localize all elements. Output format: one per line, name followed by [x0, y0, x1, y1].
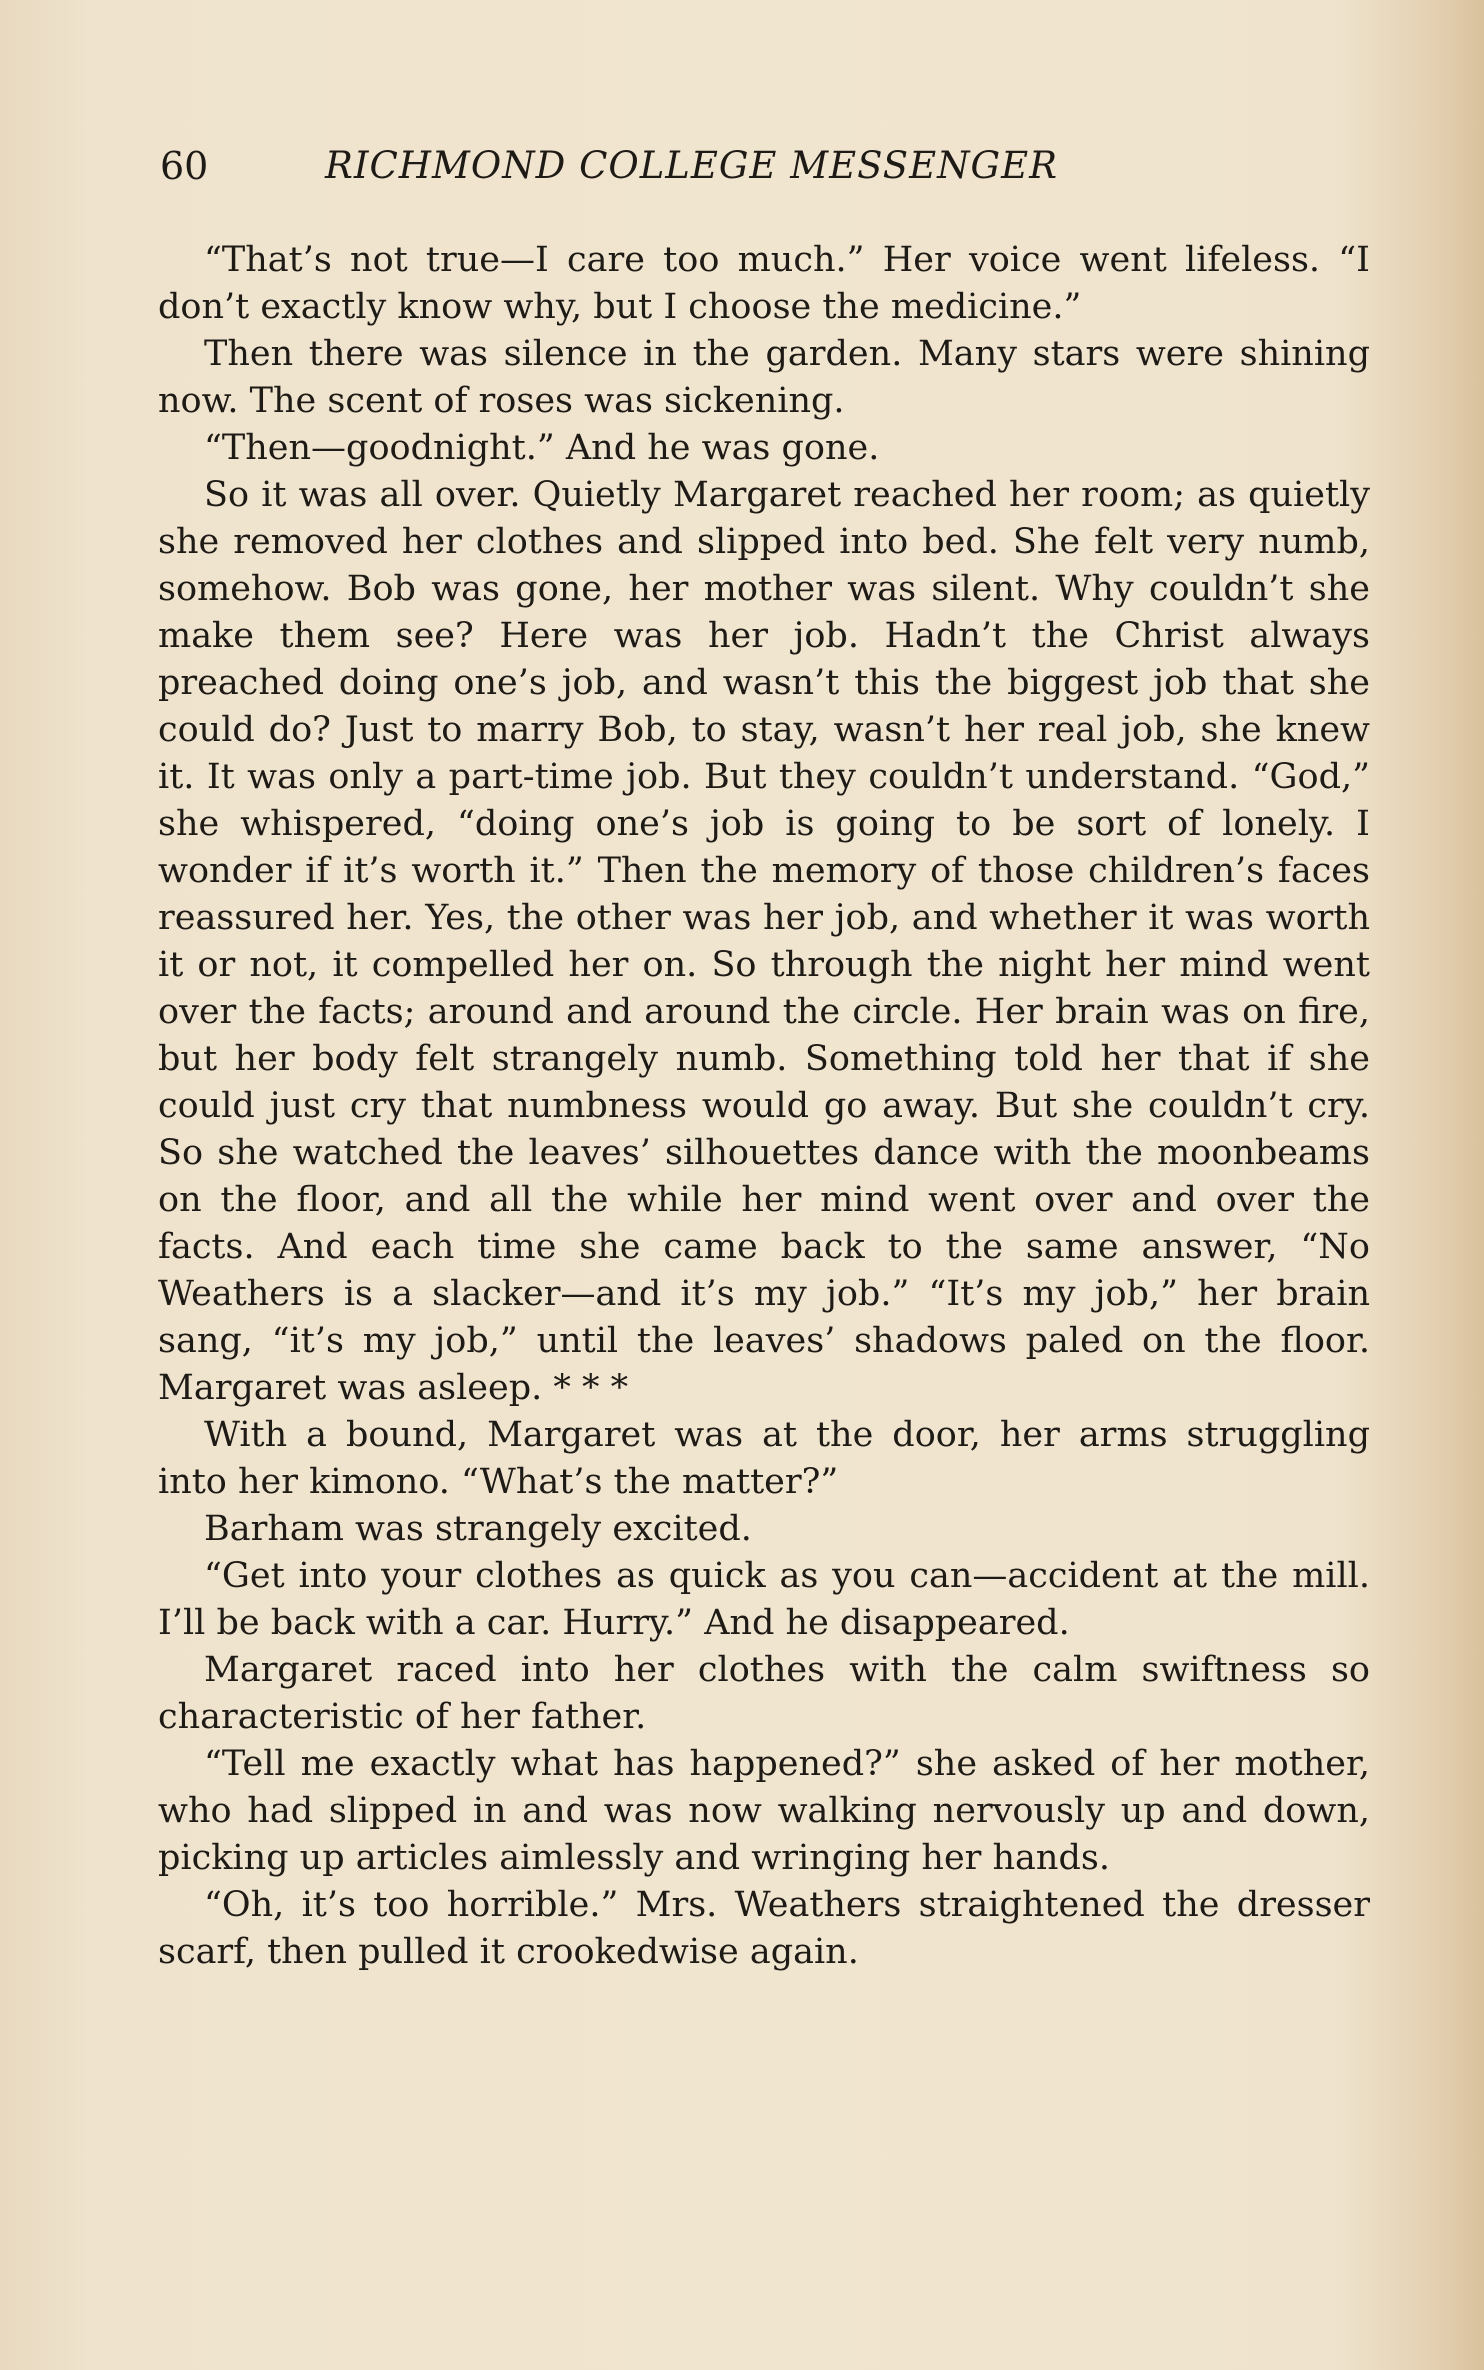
paragraph: Barham was strangely excited.	[204, 1509, 752, 1549]
paragraph: “Oh, it’s too horrible.” Mrs. Weathers straightened the dresser scarf, then pulled it crookedwise again.	[158, 1885, 1370, 1972]
paragraph: Margaret raced into her clothes with the calm swiftness so characteristic of her father.	[158, 1650, 1370, 1737]
running-title: RICHMOND COLLEGE MESSENGER	[325, 144, 1058, 187]
page-number: 60	[160, 144, 209, 188]
paragraph: So it was all over. Quietly Margaret reached her room; as quietly she removed her clothes and slipped into bed. She felt very numb, somehow. Bob was gone, her mother was silent. Why couldn’t she make them see? Here was her job. Hadn’t the Christ always preached doing one’s job, and wasn’t this the biggest job that she could do? Just to marry Bob, to stay, wasn’t her real job, she knew it. It was only a part-time job. But they couldn’t understand. “God,” she whispered, “doing one’s job is going to be sort of lonely. I wonder if it’s worth it.” Then the memory of those children’s faces reassured her. Yes, the other was her job, and whether it was worth it or not, it compelled her on. So through the night her mind went over the facts; around and around the circle. Her brain was on fire, but her body felt strangely numb. Something told her that if she could just cry that numbness would go away. But she couldn’t cry. So she watched the leaves’ silhouettes dance with the moonbeams on the floor, and all the while her mind went over and over the facts. And each time she came back to the same answer, “No Weathers is a slacker—and it’s my job.” “It’s my job,” her brain sang, “it’s my job,” until the leaves’ shadows paled on the floor. Margaret was asleep. * * *	[158, 475, 1370, 1408]
paragraph: With a bound, Margaret was at the door, her arms struggling into her kimono. “What’s the matter?”	[158, 1415, 1370, 1502]
page-header	[160, 138, 1370, 194]
paragraph: “Get into your clothes as quick as you can—accident at the mill. I’ll be back with a car. Hurry.” And he disappeared.	[158, 1556, 1370, 1643]
body-text	[158, 237, 1370, 1976]
paragraph: “Then—goodnight.” And he was gone.	[204, 428, 880, 468]
paragraph: “Tell me exactly what has happened?” she asked of her mother, who had slipped in and was now walking nervously up and down, picking up articles aimlessly and wringing her hands.	[158, 1744, 1370, 1878]
paragraph: Then there was silence in the garden. Many stars were shining now. The scent of roses was sickening.	[158, 334, 1370, 421]
paragraph: “That’s not true—I care too much.” Her voice went lifeless. “I don’t exactly know why, but I choose the medicine.”	[158, 240, 1370, 327]
